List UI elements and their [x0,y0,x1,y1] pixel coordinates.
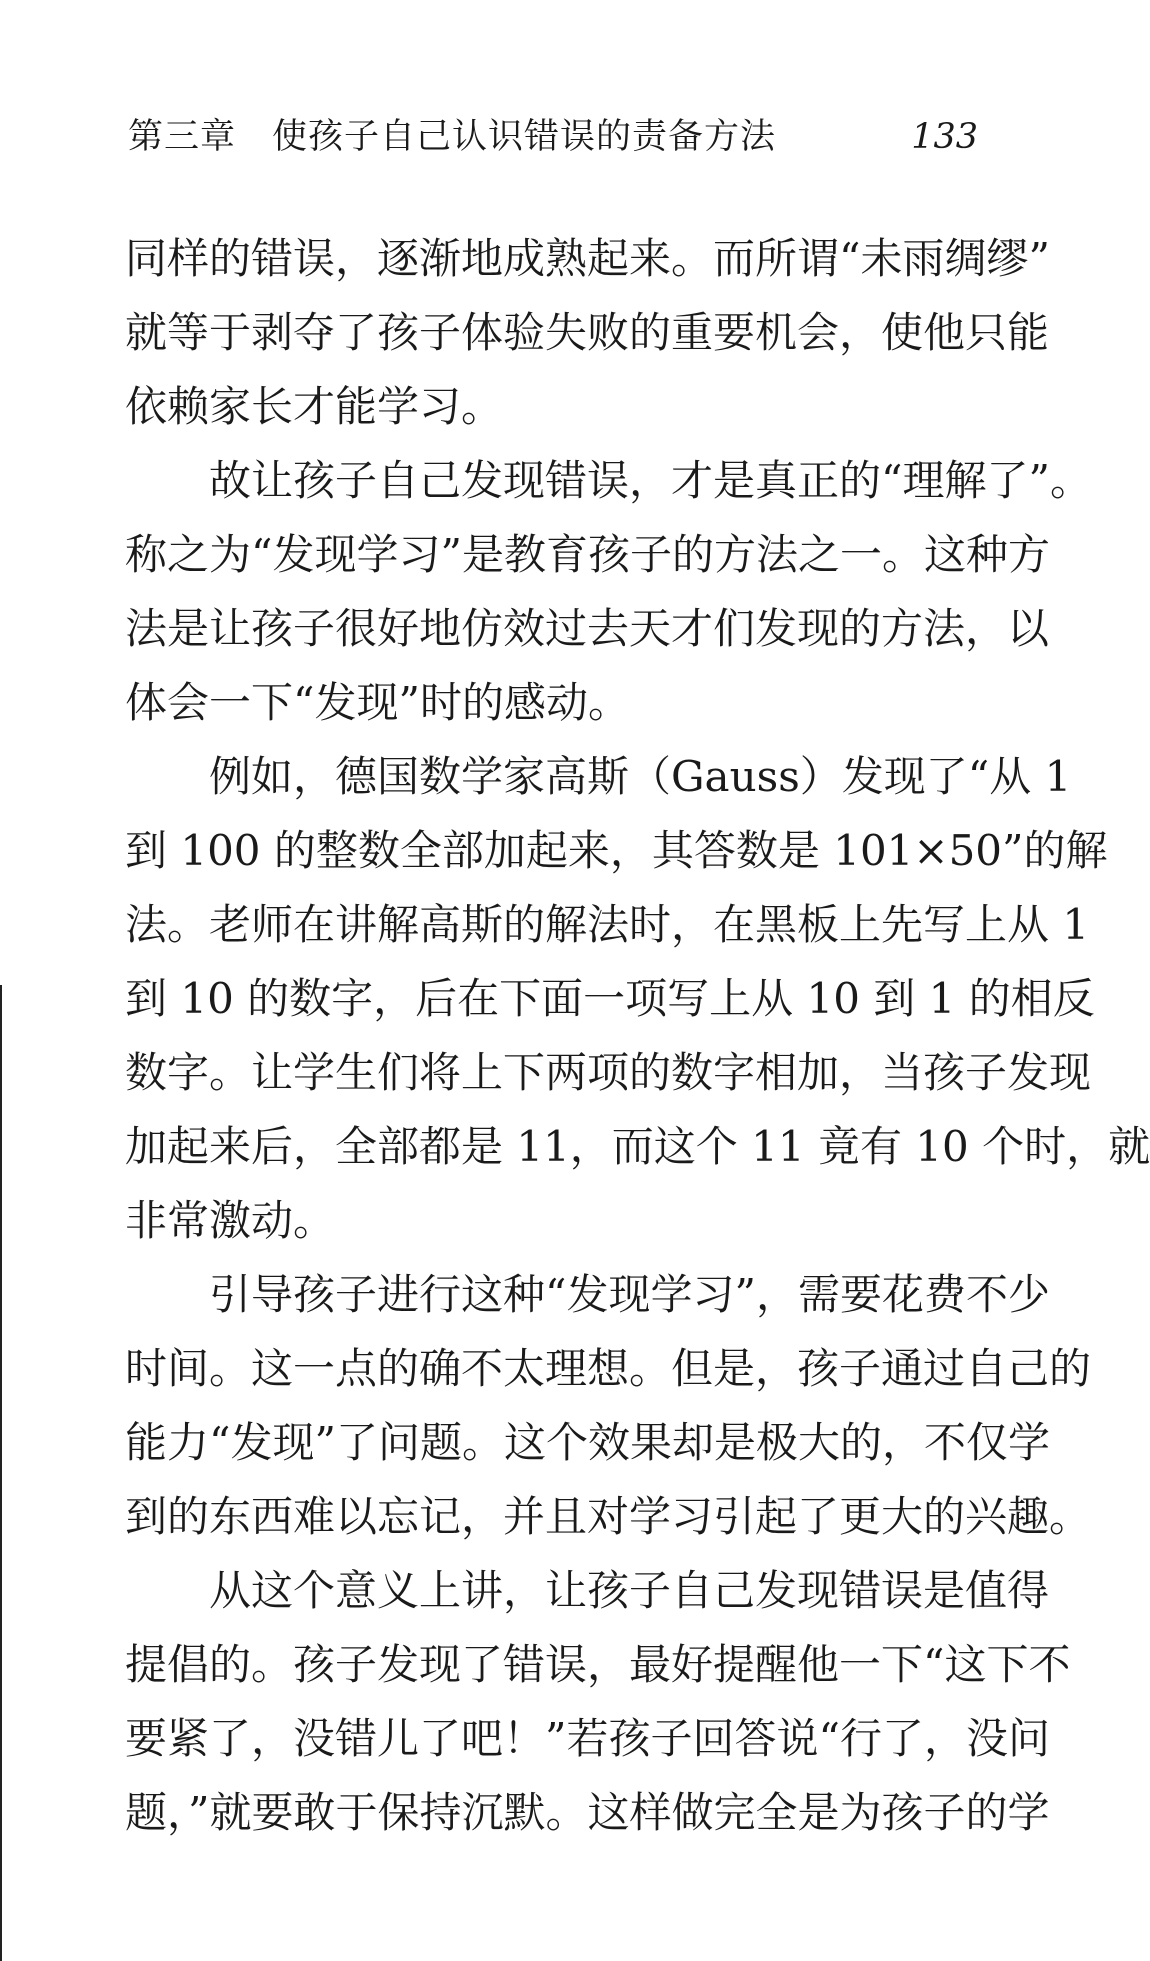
text-line: 同样的错误，逐渐地成熟起来。而所谓“未雨绸缪” [125,234,1050,283]
text-line: 到的东西难以忘记，并且对学习引起了更大的兴趣。 [125,1492,1092,1541]
text-line: 到 100 的整数全部加起来，其答数是 101×50”的解 [125,826,1108,875]
text-line: 法。老师在讲解高斯的解法时，在黑板上先写上从 1 [125,900,1090,949]
text-line: 从这个意义上讲，让孩子自己发现错误是值得 [125,1566,1050,1615]
body-text [125,222,1150,1850]
text-line: 时间。这一点的确不太理想。但是，孩子通过自己的 [125,1344,1092,1393]
page-header [128,112,978,162]
text-line: 法是让孩子很好地仿效过去天才们发现的方法，以 [125,604,1050,653]
text-line: 数字。让学生们将上下两项的数字相加，当孩子发现 [125,1048,1092,1097]
text-line: 题，”就要敢于保持沉默。这样做完全是为孩子的学 [125,1788,1050,1837]
text-line: 能力“发现”了问题。这个效果却是极大的，不仅学 [125,1418,1050,1467]
text-line: 就等于剥夺了孩子体验失败的重要机会，使他只能 [125,308,1050,357]
chapter-title: 第三章 使孩子自己认识错误的责备方法 [128,117,777,157]
text-line: 称之为“发现学习”是教育孩子的方法之一。这种方 [125,530,1050,579]
text-line: 到 10 的数字，后在下面一项写上从 10 到 1 的相反 [125,974,1095,1023]
text-line: 要紧了，没错儿了吧！”若孩子回答说“行了，没问 [125,1714,1050,1763]
text-line: 非常激动。 [125,1196,336,1245]
text-line: 故让孩子自己发现错误，才是真正的“理解了”。 [125,456,1092,505]
text-line: 依赖家长才能学习。 [125,382,504,431]
text-line: 体会一下“发现”时的感动。 [125,678,630,727]
page-number: 133 [911,117,978,157]
text-line: 例如，德国数学家高斯（Gauss）发现了“从 1 [125,752,1072,801]
page-edge-line [0,985,2,1961]
text-line: 加起来后，全部都是 11，而这个 11 竟有 10 个时，就 [125,1122,1150,1171]
text-line: 提倡的。孩子发现了错误，最好提醒他一下“这下不 [125,1640,1071,1689]
text-line: 引导孩子进行这种“发现学习”，需要花费不少 [125,1270,1050,1319]
